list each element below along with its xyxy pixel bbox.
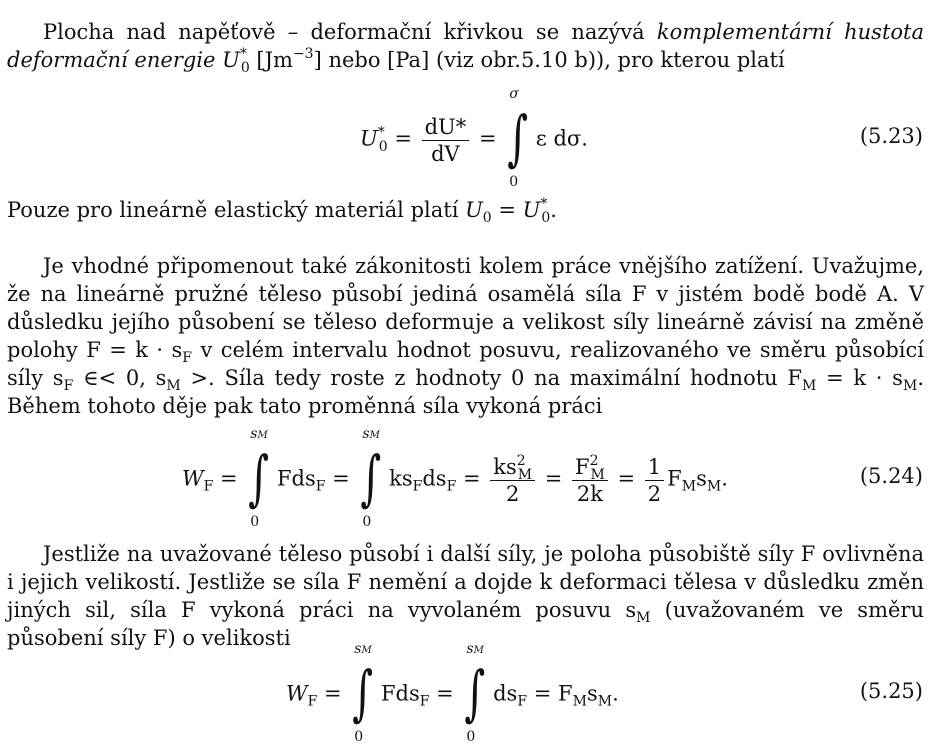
p1-emphasis: komplementární hustota deformační energie bbox=[7, 20, 924, 72]
p4-sub-m: M bbox=[636, 610, 651, 626]
eq23-lower: 0 bbox=[509, 174, 519, 190]
eq25-eq1: = bbox=[317, 681, 349, 706]
eq24-tail2: s bbox=[696, 466, 707, 491]
eq24-eq1: = bbox=[213, 466, 245, 491]
eq24-eq5: = bbox=[610, 466, 642, 491]
eq24-lhs-sub: F bbox=[203, 478, 214, 495]
eq24-int2b: ds bbox=[422, 466, 447, 491]
integral-icon: ∫ sM 0 bbox=[246, 440, 268, 520]
eq25-int1: Fds bbox=[380, 681, 420, 706]
p3-text2: v celém intervalu hodnot posuvu, realizovaného ve směru působící síly s bbox=[7, 338, 924, 390]
p2-eq: = bbox=[491, 198, 523, 222]
eq23-sub: 0 bbox=[378, 138, 388, 155]
eq24-n3: 1 bbox=[645, 454, 664, 481]
eq24-eq2: = bbox=[325, 466, 357, 491]
eq25-up2: s bbox=[466, 641, 474, 657]
integral-icon: ∫ sM 0 bbox=[350, 655, 372, 735]
integral-icon: ∫ sM 0 bbox=[462, 655, 484, 735]
p2-text: Pouze pro lineárně elastický materiál platí bbox=[7, 198, 466, 222]
eq24-int1-sub: F bbox=[315, 478, 326, 495]
eq25-eq3: = bbox=[527, 681, 559, 706]
p1-symbol-u: U bbox=[222, 48, 240, 72]
eq25-int1-sub: F bbox=[419, 693, 430, 710]
eq25-eq2: = bbox=[429, 681, 461, 706]
eq24-up2: s bbox=[362, 426, 370, 442]
equation-5-23-body bbox=[360, 86, 588, 190]
eq24-n2-sup: 2 bbox=[589, 452, 599, 469]
p3-sub-m3: M bbox=[902, 378, 918, 394]
eq23-upper: σ bbox=[509, 86, 519, 102]
p3-text3: ∈< 0, s bbox=[73, 366, 167, 390]
eq23-num: dU* bbox=[422, 114, 470, 141]
equation-5-25 bbox=[0, 641, 945, 745]
equation-number-5-23: (5.23) bbox=[859, 124, 923, 148]
paragraph-external-work bbox=[7, 252, 924, 420]
eq24-n2: F bbox=[574, 454, 590, 479]
p2-u: U bbox=[465, 198, 483, 222]
p3-text6: . Během tohoto děje pak tato proměnná síla vykoná práci bbox=[7, 366, 924, 418]
p1-text-c: [Jm bbox=[249, 48, 293, 72]
eq24-int2b-sub: F bbox=[446, 478, 457, 495]
eq25-tail2-sub: M bbox=[597, 693, 613, 710]
p3-sub-f2: F bbox=[63, 378, 74, 394]
p3-sub-m1: M bbox=[166, 378, 181, 394]
eq25-lo1: 0 bbox=[354, 729, 364, 745]
eq25-up2-m: M bbox=[473, 645, 484, 656]
eq24-frac1 bbox=[490, 454, 535, 507]
eq25-lhs-sub: F bbox=[307, 693, 318, 710]
eq24-up2-m: M bbox=[369, 430, 380, 441]
eq23-eq1: = bbox=[394, 126, 419, 151]
p2-u-star: U bbox=[522, 198, 541, 222]
eq24-tail2-sub: M bbox=[706, 478, 722, 495]
eq25-up1: s bbox=[354, 641, 362, 657]
p2-sub2: 0 bbox=[541, 210, 551, 226]
eq24-n1-sup: 2 bbox=[516, 452, 526, 469]
eq24-frac3 bbox=[645, 454, 664, 507]
eq24-d3: 2 bbox=[647, 481, 662, 506]
eq24-n1: ks bbox=[493, 454, 517, 479]
eq25-int2: ds bbox=[493, 681, 518, 706]
eq23-star: * bbox=[377, 124, 385, 141]
integral-icon: ∫ σ 0 bbox=[505, 100, 527, 180]
p4-text: Jestliže na uvažované těleso působí i další síly, je poloha působiště síly F ovlivněna i jejich velikostí. Jestliže se síla F nemění a dojde k deformaci tělesa v důsledku změn jiných sil, síla F vykoná práci na vyvolaném posuvu s bbox=[7, 542, 924, 622]
eq25-lo2: 0 bbox=[466, 729, 476, 745]
equation-5-24 bbox=[0, 426, 945, 530]
eq24-d2: 2k bbox=[576, 481, 603, 506]
equation-number-5-25: (5.25) bbox=[859, 679, 923, 703]
p2-star: * bbox=[540, 196, 548, 212]
equation-5-25-body bbox=[286, 641, 619, 745]
eq24-up1-m: M bbox=[257, 430, 268, 441]
eq25-lhs: W bbox=[286, 681, 308, 706]
eq23-den: dV bbox=[431, 141, 460, 166]
equation-number-5-24: (5.24) bbox=[859, 464, 923, 488]
eq23-eq2: = bbox=[478, 126, 504, 151]
eq23-integrand: ε dσ. bbox=[535, 126, 588, 151]
eq23-lhs: U bbox=[360, 126, 378, 151]
p3-text: Je vhodné připomenout také zákonitosti kolem práce vnějšího zatížení. Uvažujme, že na lineárně pružné těleso působí jediná osamělá síla F v jistém bodě bodě A. V důsledku jejího působení se těleso deformuje a velikost síly lineárně závisí na změně polohy F = k · s bbox=[7, 254, 924, 362]
eq24-int2: ks bbox=[389, 466, 413, 491]
eq24-up1: s bbox=[250, 426, 258, 442]
p1-exp: −3 bbox=[292, 46, 314, 62]
eq24-int1: Fds bbox=[276, 466, 316, 491]
p3-sub-f1: F bbox=[182, 350, 193, 366]
equation-5-23 bbox=[0, 86, 945, 190]
p1-text-a: Plocha nad napěťově – deformační křivkou se nazývá bbox=[43, 20, 657, 44]
eq24-frac2 bbox=[572, 454, 608, 507]
eq25-tail2: s bbox=[586, 681, 598, 706]
eq24-eq4: = bbox=[538, 466, 569, 491]
eq24-d1: 2 bbox=[505, 481, 520, 506]
eq24-eq3: = bbox=[456, 466, 488, 491]
p1-star: * bbox=[239, 46, 247, 62]
eq24-dot: . bbox=[721, 466, 728, 491]
equation-5-24-body bbox=[182, 426, 728, 530]
eq24-lo1: 0 bbox=[250, 514, 260, 530]
eq25-dot: . bbox=[612, 681, 619, 706]
p1-sub-0: 0 bbox=[240, 60, 250, 76]
eq25-int2-sub: F bbox=[517, 693, 528, 710]
p3-text5: = k · s bbox=[816, 366, 903, 390]
eq23-fraction bbox=[422, 114, 470, 167]
paragraph-linear-elastic: Pouze pro lineárně elastický materiál platí $U_0 = U^*_0$. bbox=[7, 196, 557, 226]
paragraph-complementary-energy bbox=[7, 18, 924, 74]
p3-sub-m2: M bbox=[801, 378, 817, 394]
p3-text4: >. Síla tedy roste z hodnoty 0 na maximální hodnotu F bbox=[180, 366, 802, 390]
eq24-lo2: 0 bbox=[362, 514, 372, 530]
p1-text-d: ] nebo [Pa] (viz obr.5.10 b)), pro kterou platí bbox=[313, 48, 785, 72]
eq25-tail-sub: M bbox=[572, 693, 587, 710]
eq24-lhs: W bbox=[182, 466, 204, 491]
p4-text2: (uvažovaném ve směru působení síly F) o velikosti bbox=[7, 598, 924, 650]
eq24-int2-sub: F bbox=[412, 478, 423, 495]
p2-sub: 0 bbox=[482, 210, 492, 226]
eq25-up1-m: M bbox=[361, 645, 372, 656]
eq24-n2-sub: M bbox=[590, 466, 605, 483]
eq24-tail-sub: M bbox=[681, 478, 697, 495]
eq24-tail: F bbox=[667, 466, 682, 491]
eq25-tail: F bbox=[558, 681, 573, 706]
eq24-n1-sub: M bbox=[517, 466, 533, 483]
integral-icon: ∫ sM 0 bbox=[358, 440, 380, 520]
